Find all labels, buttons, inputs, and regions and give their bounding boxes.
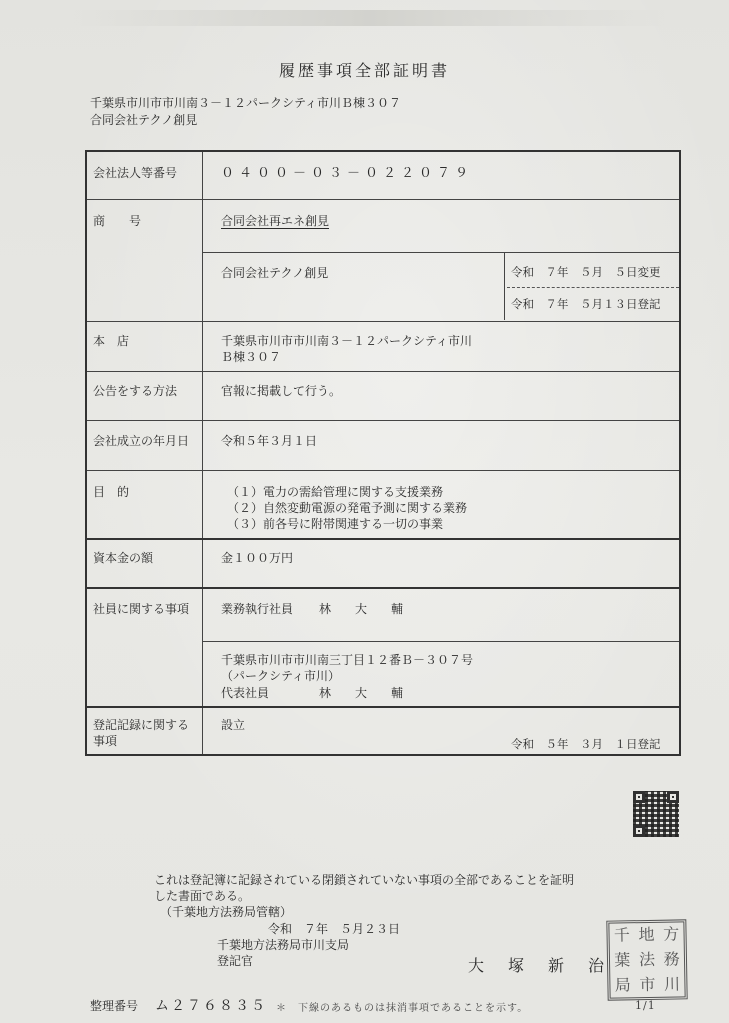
member-address-line2: （パークシティ市川） bbox=[221, 669, 341, 683]
corp-number-value: ０４００－０３－０２２０７９ bbox=[221, 166, 474, 181]
established-label: 会社成立の年月日 bbox=[93, 434, 190, 448]
purpose-item: （１）電力の需給管理に関する支援業務 bbox=[227, 485, 444, 499]
registrar-name: 大 塚 新 治 bbox=[468, 956, 609, 975]
registry-record-label: 登記記録に関する bbox=[93, 718, 190, 732]
reference-number: ム２７６８３５ bbox=[155, 998, 267, 1014]
label-column-divider bbox=[202, 152, 203, 754]
seal-char: 葉 bbox=[614, 950, 631, 970]
capital-label: 資本金の額 bbox=[93, 551, 154, 565]
corp-number-label: 会社法人等番号 bbox=[93, 166, 178, 180]
public-notice-value: 官報に掲載して行う。 bbox=[221, 384, 342, 398]
purpose-item: （３）前各号に附帯関連する一切の事業 bbox=[227, 517, 444, 531]
watermark-band bbox=[70, 10, 670, 26]
seal-char: 方 bbox=[663, 924, 680, 945]
certification-line1: これは登記簿に記録されている閉鎖されていない事項の全部であることを証明 bbox=[154, 873, 575, 887]
underline-note: ＊ 下線のあるものは抹消事項であることを示す。 bbox=[276, 1003, 529, 1014]
head-office-line2: Ｂ棟３０７ bbox=[221, 350, 282, 364]
trade-name-new: 合同会社テクノ創見 bbox=[221, 266, 329, 280]
rep-member-name: 林 大 輔 bbox=[319, 686, 404, 700]
issuing-office: 千葉地方法務局市川支局 bbox=[217, 938, 350, 952]
member-address-line1: 千葉県市川市市川南三丁目１２番Ｂ－３０７号 bbox=[221, 653, 474, 667]
seal-char: 局 bbox=[614, 974, 631, 995]
seal-char: 地 bbox=[638, 925, 655, 945]
trade-name-change-date: 令和 ７年 ５月 ５日変更 bbox=[511, 265, 661, 279]
certification-line2: した書面である。 bbox=[154, 889, 251, 903]
registrar-title: 登記官 bbox=[217, 954, 254, 968]
trade-name-old: 合同会社再エネ創見 bbox=[221, 214, 330, 228]
document-title: 履歴事項全部証明書 bbox=[278, 61, 450, 80]
registry-record-value: 設立 bbox=[221, 718, 246, 732]
capital-value: 金１００万円 bbox=[221, 551, 294, 565]
reference-label: 整理番号 bbox=[90, 999, 139, 1013]
exec-member-name: 林 大 輔 bbox=[319, 602, 404, 616]
header-address: 千葉県市川市市川南３－１２パークシティ市川Ｂ棟３０７ bbox=[90, 96, 402, 110]
seal-char: 市 bbox=[639, 974, 656, 994]
registry-record-label-2: 事項 bbox=[93, 734, 118, 748]
seal-char: 法 bbox=[638, 949, 656, 970]
members-label: 社員に関する事項 bbox=[93, 602, 190, 616]
registry-table bbox=[85, 150, 681, 756]
rep-member-role: 代表社員 bbox=[221, 686, 270, 700]
header-company: 合同会社テクノ創見 bbox=[90, 113, 198, 127]
seal-char: 千 bbox=[613, 925, 631, 945]
exec-member-role: 業務執行社員 bbox=[221, 602, 294, 616]
head-office-line1: 千葉県市川市市川南３－１２パークシティ市川 bbox=[221, 334, 473, 348]
established-value: 令和５年３月１日 bbox=[221, 434, 318, 448]
head-office-label: 本 店 bbox=[93, 334, 130, 348]
issue-date: 令和 ７年 ５月２３日 bbox=[268, 922, 401, 936]
public-notice-label: 公告をする方法 bbox=[93, 384, 178, 398]
purpose-item: （２）自然変動電源の発電予測に関する業務 bbox=[227, 501, 468, 515]
trade-name-register-date: 令和 ７年 ５月１３日登記 bbox=[511, 297, 661, 311]
trade-name-label: 商 号 bbox=[93, 214, 142, 228]
purpose-label: 目 的 bbox=[93, 485, 130, 499]
qr-code bbox=[633, 791, 679, 837]
official-seal bbox=[606, 919, 687, 1000]
page-number: 1/1 bbox=[635, 999, 656, 1012]
jurisdiction: （千葉地方法務局管轄） bbox=[160, 905, 293, 919]
registry-record-date: 令和 ５年 ３月 １日登記 bbox=[511, 737, 661, 751]
seal-char: 務 bbox=[663, 949, 680, 969]
seal-char: 川 bbox=[663, 974, 681, 994]
